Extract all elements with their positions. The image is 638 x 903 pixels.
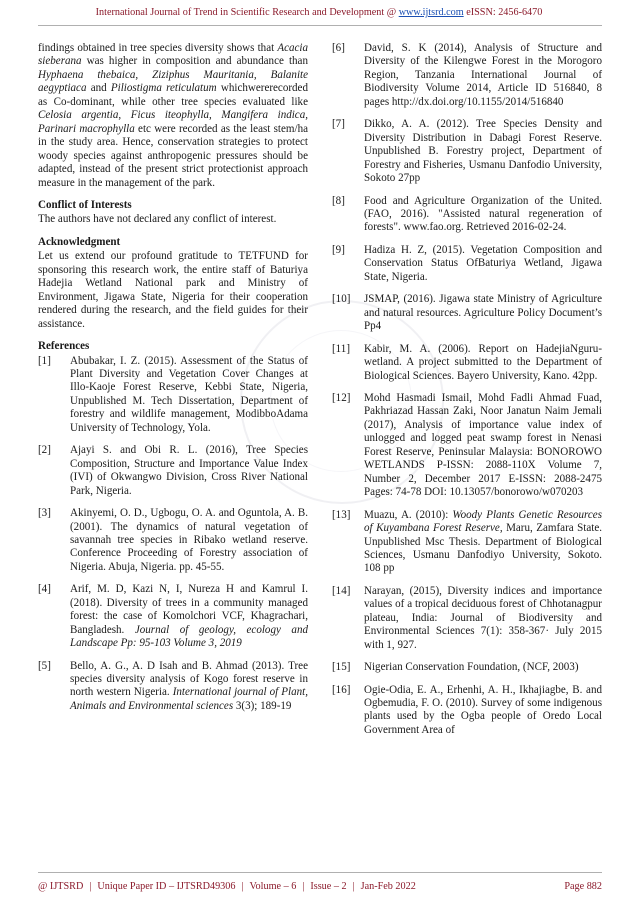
reference-item [332,509,602,576]
conflict-text: The authors have not declared any conflict of interest. [38,213,277,226]
acknowledgment-text: Let us extend our profound gratitude to TETFUND for sponsoring this research work, the entire staff of Baturiya Hadejia Wetland National park and Ministry of Environment, Jigawa State, Nigeria for their cooperation rendered during the research, and the field guides for their assistance. [38,250,308,330]
reference-number: [6] [332,42,345,54]
footer-publisher: @ IJTSRD [38,881,84,892]
reference-text: Mohd Hasmadi Ismail, Mohd Fadli Ahmad Fuad, Pakhriazad Hassan Zaki, Noor Janatun Naim Jemali (2017), Analysis of importance value index of unlogged and logged peat swamp forest in Nenasi Forest Reserve, Peninsular Malaysia: BONOROWO WETLANDS P-ISSN: 2088-110X Volume 7, Number 2, December 2017 E-ISSN: 2088-2475 Pages: 74-78 DOI: 10.13057/bonorowo/w070203 [364,391,602,499]
reference-text: JSMAP, (2016). Jigawa state Ministry of Agriculture and natural resources. Agriculture Policy Document’s Pp4 [364,293,602,333]
acknowledgment-heading: Acknowledgment [38,235,121,248]
reference-number: [1] [38,354,51,367]
references-list-left [38,355,308,714]
footer-divider [38,872,602,873]
footer-page-number: Page 882 [564,881,602,892]
reference-number: [8] [332,194,345,207]
footer-volume: Volume – 6 [249,881,297,892]
reference-text: Abubakar, I. Z. (2015). Assessment of the Status of Plant Diversity and Vegetation Cover Changes at Illo-Kaoje Forest Reserve, Kebbi State, Nigeria, Unpublished M. Tech Dissertation, Department of forestry and wildlife management, ModibboAdama University of Technology, Yola. [70,354,308,434]
reference-item [332,585,602,652]
references-heading: References [38,340,90,353]
reference-item [38,355,308,436]
reference-text: Hadiza H. Z, (2015). Vegetation Composition and Conservation Status OfBaturiya Wetland, Jigawa State, Nigeria. [364,243,602,283]
reference-number: [13] [332,508,351,521]
journal-issn: eISSN: 2456-6470 [463,7,543,18]
running-header [0,6,638,20]
reference-text: Akinyemi, O. D., Ugbogu, O. A. and Oguntola, A. B. (2001). The dynamics of natural vegetation of savannah tree species in Ribako wetland reserve. Conference Proceeding of Forestry association of Nigeria. Abuja, Nigeria. pp. 45-55. [70,507,308,573]
reference-text: Narayan, (2015), Diversity indices and importance values of a tropical deciduous forest of Chhotanagpur plateau, India: Journal of Biodiversity and Environmental Sciences 7(1): 358-367· July 2015 with 1, 927. [364,584,602,651]
reference-item [38,444,308,498]
reference-number: [10] [332,293,351,306]
reference-number: [9] [332,243,345,256]
reference-text: Kabir, M. A. (2006). Report on HadejiaNguru-wetland. A project submitted to the Department of Biological Sciences. Bayero University, Kano. 42pp. [364,342,602,382]
reference-item [332,293,602,333]
reference-text: Arif, M. D, Kazi N, I, Nureza H and Kamrul I. (2018). Diversity of trees in a community managed forest: the case of Komolchori VCF, Khagrachari, Bangladesh. Journal of geology, ecology and Landscape Pp: 95-103 Volume 3, 2019 [70,583,308,650]
reference-number: [15] [332,661,351,674]
conflict-heading: Conflict of Interests [38,198,132,211]
reference-text: Nigerian Conservation Foundation, (NCF, 2003) [364,661,579,674]
reference-number: [4] [38,583,51,596]
reference-item [332,244,602,284]
reference-item [332,195,602,235]
right-column [332,42,602,746]
reference-text: Ogie-Odia, E. A., Erhenhi, A. H., Ikhajiagbe, B. and Ogbemudia, F. O. (2010). Survey of some indigenous plants used by the Ogba people of Oredo Local Government Area of [364,683,602,736]
reference-item [332,42,602,109]
journal-name: International Journal of Trend in Scientific Research and Development @ [95,7,399,18]
reference-item [332,343,602,383]
reference-number: [12] [332,391,351,404]
reference-text: David, S. K (2014), Analysis of Structure and Diversity of the Kilengwe Forest in the Morogoro Region, Tanzania International Journal of Biodiversity Volume 2014, Article ID 516840, 8 pages http://dx.doi.org/10.1155/2014/516840 [364,42,602,108]
journal-url-link[interactable]: www.ijtsrd.com [398,7,464,18]
footer-issue: Issue – 2 [310,881,347,892]
footer-date: Jan-Feb 2022 [360,881,416,892]
reference-item [332,118,602,185]
reference-item [332,661,602,674]
conclusion-paragraph: findings obtained in tree species diversity shows that Acacia sieberana was higher in composition and abundance than Hyphaena thebaica, Ziziphus Mauritania, Balanite aegyptiaca and Piliostigma reticulatum whichwererecorded as Co-dominant, while other tree species evaluated like Celosia argentia, Ficus iteophylla, Mangifera indica, Parinari macrophylla etc were recorded as the least stem/ha in the study area. Hence, conservation strategies to protect woody species against anthropogenic pressures should be adapted, instead of the present strict protectionist approach measure in the management of the park. [38,42,308,189]
reference-text: Muazu, A. (2010): Woody Plants Genetic Resources of Kuyambana Forest Reserve, Maru, Zamfara State. Unpublished Msc Thesis. Department of Biological Sciences, Usmanu Danfodiyo University, Sokoto. 108 pp [364,508,602,575]
footer-paper-id: Unique Paper ID – IJTSRD49306 [97,881,236,892]
reference-item [332,392,602,500]
reference-text: Ajayi S. and Obi R. L. (2016), Tree Species Composition, Structure and Importance Value Index (IVI) of Okwangwo Division, Cross River National Park, Nigeria. [70,444,308,497]
reference-text: Bello, A. G., A. D Isah and B. Ahmad (2013). Tree species diversity analysis of Kogo forest reserve in north western Nigeria. International journal of Plant, Animals and Environmental sciences 3(3); 189-19 [70,659,308,712]
reference-text: Dikko, A. A. (2012). Tree Species Density and Diversity Distribution in Dabagi Forest Reserve. Unpublished B. Forestry project, Department of Forestry and Fisheries, Usmanu Danfodio University, Sokoto 27pp [364,118,602,185]
reference-number: [14] [332,584,351,597]
reference-number: [7] [332,118,345,131]
reference-number: [5] [38,659,51,672]
reference-item [38,660,308,714]
reference-number: [3] [38,507,51,520]
reference-number: [11] [332,342,350,355]
reference-number: [16] [332,683,351,696]
left-column [38,42,308,722]
reference-item [38,507,308,574]
header-divider [38,25,602,26]
reference-number: [2] [38,444,51,457]
reference-text: Food and Agriculture Organization of the United. (FAO, 2016). "Assisted natural regeneration of forests". www.fao.org. Retrieved 2016-02-24. [364,194,602,234]
reference-item [332,684,602,738]
references-list-right [332,42,602,737]
reference-item [38,583,308,650]
